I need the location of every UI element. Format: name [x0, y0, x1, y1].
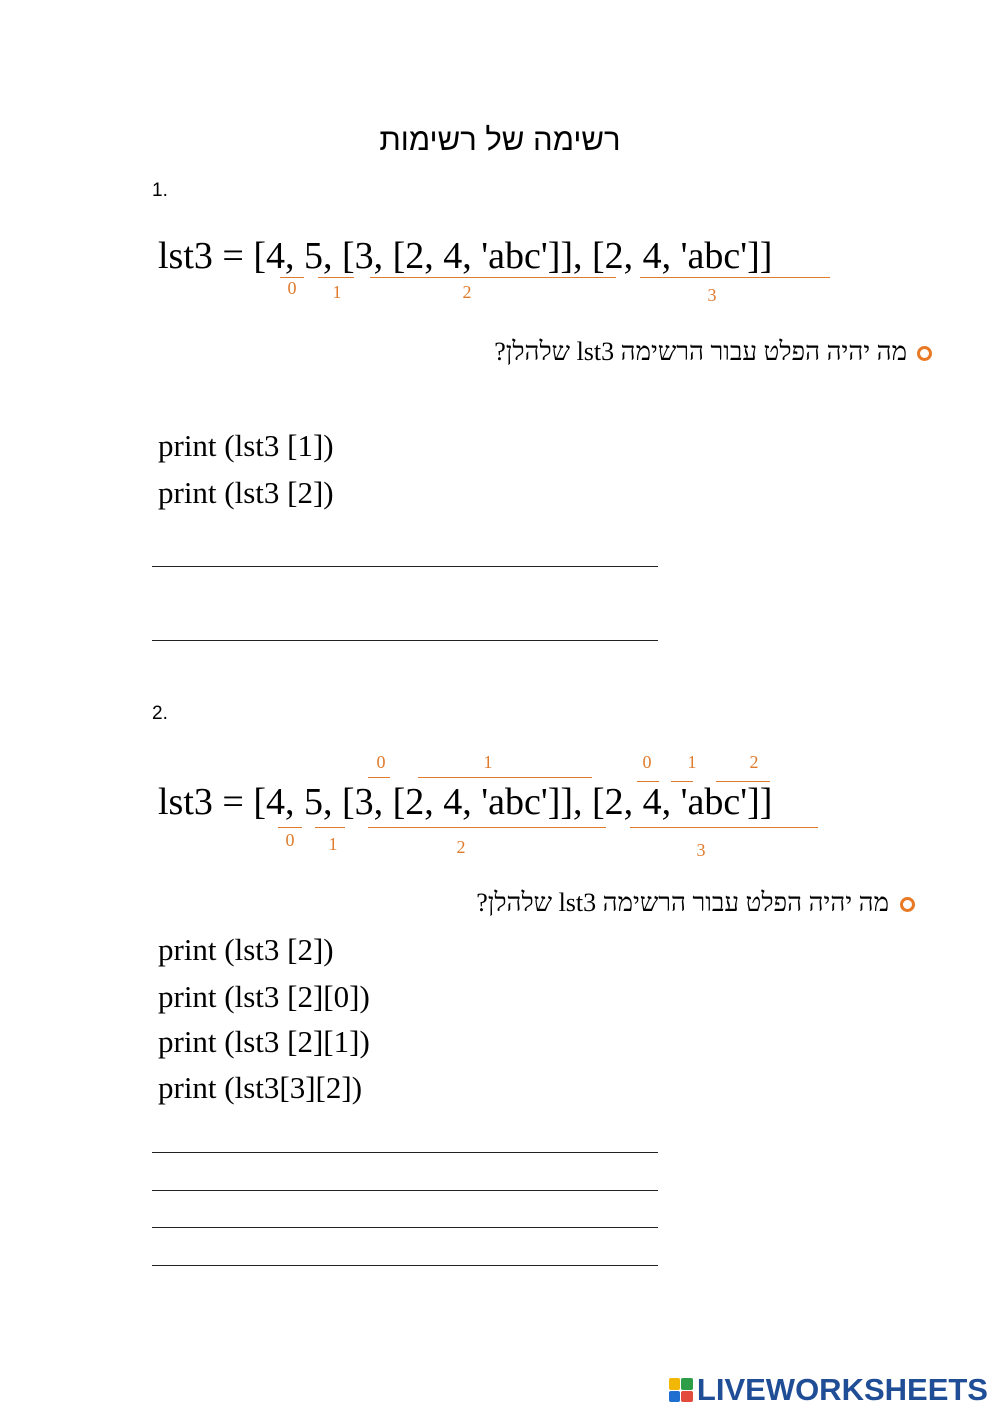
q1-underline-1: [318, 277, 354, 278]
circle-bullet-icon: [900, 897, 915, 912]
q2-overline-1: [418, 777, 592, 778]
brand-text: LIVEWORKSHEETS: [696, 1372, 988, 1407]
q2-underline-0: [278, 827, 302, 828]
q2-code-line: print (lst3 [2]): [158, 932, 334, 967]
q2-underline-3: [630, 827, 818, 828]
answer-line[interactable]: [152, 640, 658, 641]
question-1-prompt: מה יהיה הפלט עבור הרשימה lst3 שלהלן?: [494, 337, 907, 366]
logo-square-icon: [669, 1391, 681, 1403]
answer-line[interactable]: [152, 1152, 658, 1153]
q1-index-label: 3: [707, 285, 717, 305]
question-2-prompt: מה יהיה הפלט עבור הרשימה lst3 שלהלן?: [476, 888, 889, 917]
circle-bullet-icon: [917, 346, 932, 361]
question-1-expression: lst3 = [4, 5, [3, [2, 4, 'abc']], [2, 4, 'abc']]: [158, 235, 773, 277]
q1-code-line: print (lst3 [1]): [158, 428, 334, 463]
liveworksheets-logo: [669, 1372, 988, 1408]
q2-underline-2: [368, 827, 606, 828]
answer-line[interactable]: [152, 1227, 658, 1228]
q2-code-line: print (lst3 [2][1]): [158, 1024, 370, 1059]
question-2-number: 2.: [152, 703, 168, 724]
q2-index-label: 0: [285, 830, 295, 850]
q2-index-label: 2: [456, 837, 466, 857]
q1-index-label: 1: [332, 282, 342, 302]
q1-code-line: print (lst3 [2]): [158, 475, 334, 510]
logo-square-icon: [681, 1391, 693, 1403]
answer-line[interactable]: [152, 1265, 658, 1266]
q2-index-label-above: 2: [749, 752, 759, 772]
brand-logo-icon: [669, 1378, 693, 1402]
q1-underline-2: [370, 277, 616, 278]
page-title: רשימה של רשימות: [379, 122, 621, 157]
q2-code-line: print (lst3 [2][0]): [158, 979, 370, 1014]
question-1-number: 1.: [152, 180, 168, 201]
q2-code-line: print (lst3[3][2]): [158, 1070, 363, 1105]
q2-index-label-above: 1: [483, 752, 493, 772]
logo-square-icon: [681, 1378, 693, 1390]
q1-index-label: 2: [462, 282, 472, 302]
q2-index-label-above: 0: [376, 752, 386, 772]
q2-index-label-above: 0: [642, 752, 652, 772]
q2-index-label: 3: [696, 840, 706, 860]
answer-line[interactable]: [152, 1190, 658, 1191]
question-2-expression: lst3 = [4, 5, [3, [2, 4, 'abc']], [2, 4, 'abc']]: [158, 781, 773, 823]
q2-overline-0: [368, 777, 390, 778]
logo-square-icon: [669, 1378, 681, 1390]
q2-underline-1: [315, 827, 345, 828]
q1-underline-3: [640, 277, 830, 278]
q1-index-label: 0: [287, 278, 297, 298]
answer-line[interactable]: [152, 566, 658, 567]
q2-index-label: 1: [328, 834, 338, 854]
q2-index-label-above: 1: [687, 752, 697, 772]
